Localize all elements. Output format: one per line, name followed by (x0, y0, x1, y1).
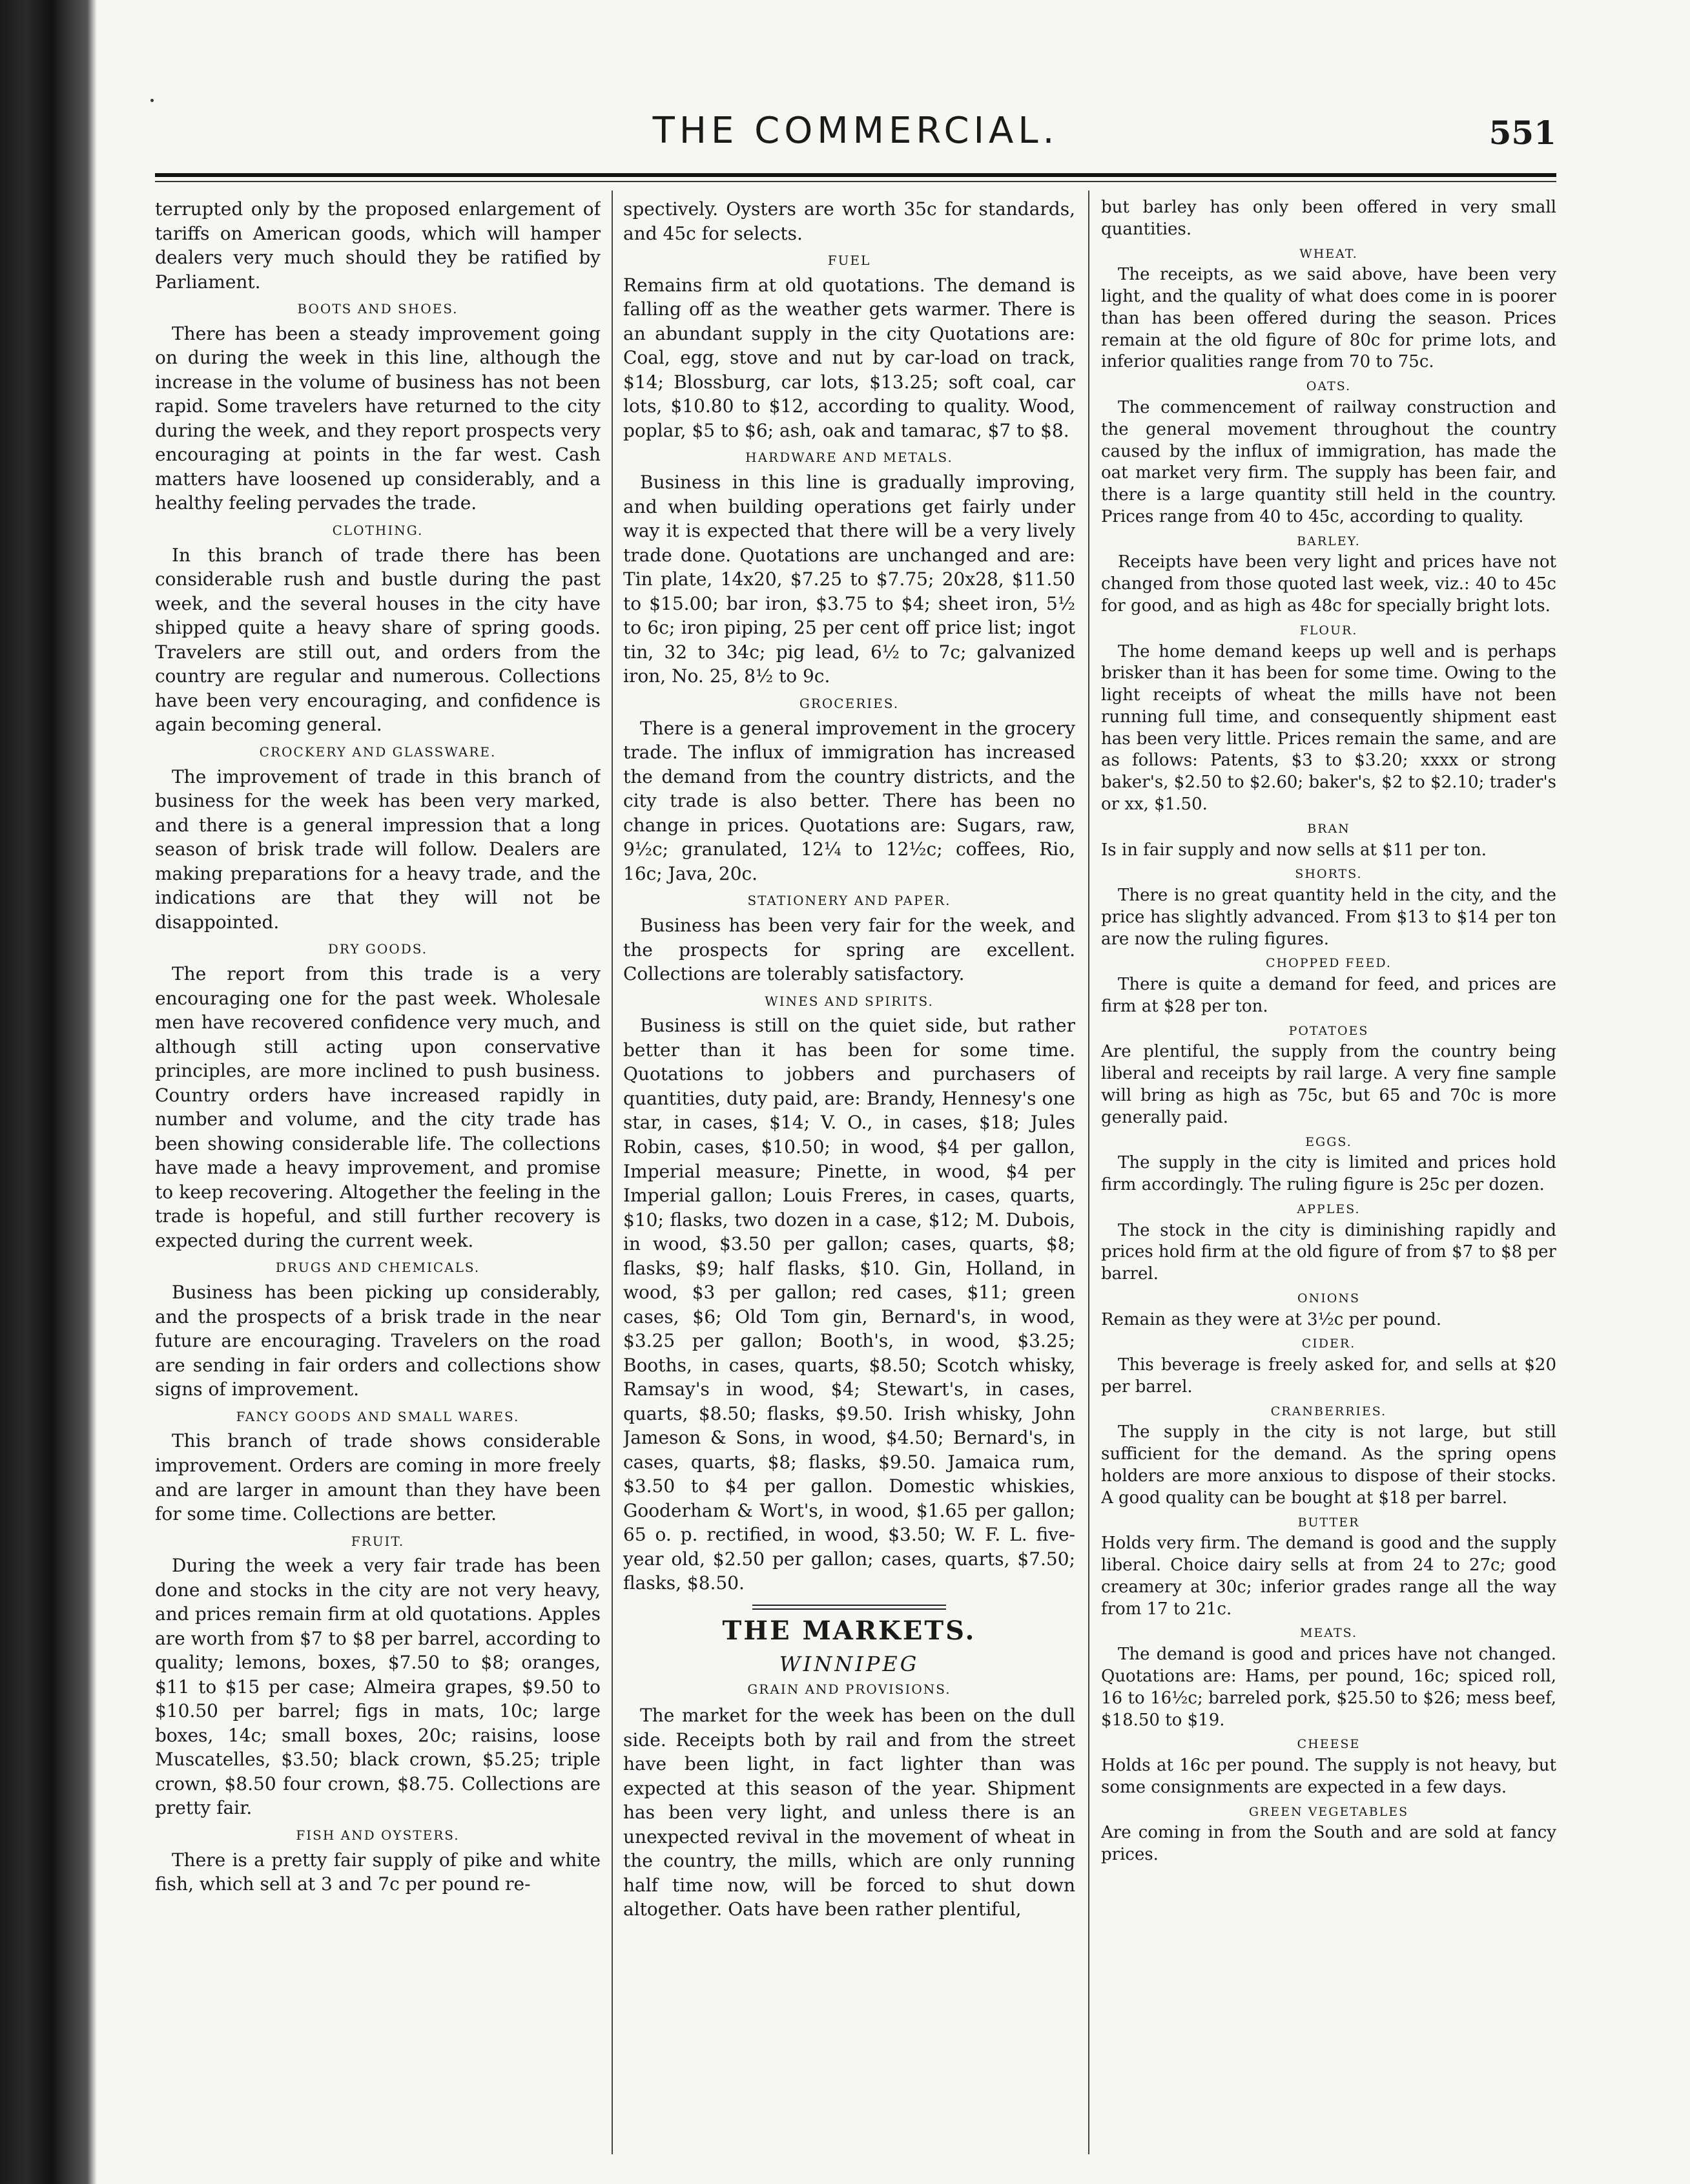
section-text-chopped-feed: There is quite a demand for feed, and prices are firm at $28 per ton. (1101, 975, 1556, 1016)
markets-banner (623, 1605, 1075, 1698)
section-heading-onions: ONIONS (1297, 1291, 1360, 1305)
publication-title: THE COMMERCIAL. (652, 110, 1059, 152)
section-text-butter: Holds very firm. The demand is good and the supply liberal. Choice dairy sells at from 24 to 27c; good creamery at 30c; inferior grades range all the way from 17 to 21c. (1101, 1534, 1556, 1619)
column-divider-1 (612, 191, 613, 2154)
margin-dot (150, 99, 154, 102)
column-1 (155, 197, 601, 2154)
section-heading-wheat: WHEAT. (1299, 246, 1358, 261)
section-text-bran: Is in fair supply and now sells at $11 per ton. (1101, 840, 1487, 860)
section-heading-crockery: CROCKERY AND GLASSWARE. (259, 744, 497, 760)
section-text-barley: Receipts have been very light and prices have not changed from those quoted last week, viz.: 40 to 45c for good, and as high as 48c for specially bright lots. (1101, 552, 1556, 616)
section-heading-green-vegetables: GREEN VEGETABLES (1248, 1804, 1409, 1819)
section-text-clothing: In this branch of trade there has been considerable rush and bustle during the past week, and the several houses in the city have shipped quite a heavy share of spring goods. Travelers are still out, and orders from the country are regular and numerous. Collections have been very encouraging, and confidence is again becoming general. (155, 544, 601, 736)
section-heading-groceries: GROCERIES. (799, 695, 900, 711)
section-text-onions: Remain as they were at 3½c per pound. (1101, 1309, 1442, 1329)
header-rule-thick (155, 173, 1556, 177)
section-heading-butter: BUTTER (1297, 1515, 1360, 1530)
section-heading-flour: FLOUR. (1299, 623, 1358, 638)
section-text-meats: The demand is good and prices have not changed. Quotations are: Hams, per pound, 16c; spiced roll, 16 to 16½c; barreled pork, $25.50 to $26; mess beef, $18.50 to $19. (1101, 1645, 1556, 1730)
section-text-stationery: Business has been very fair for the week, and the prospects for spring are excellent. Collections are tolerably satisfactory. (623, 915, 1075, 985)
markets-title: THE MARKETS. (722, 1615, 976, 1646)
section-text-hardware: Business in this line is gradually improving, and when building operations get fairly under way it is expected that there will be a very lively trade done. Quotations are unchanged and are: Tin plate, 14x20, $7.25 to $7.75; 20x28, $11.50 to $15.00; bar iron, $3.75 to $4; sheet iron, 5½ to 6c; iron piping, 25 per cent off price list; ingot tin, 32 to 34c; pig lead, 6½ to 7c; galvanized iron, No. 25, 8½ to 9c. (623, 472, 1075, 687)
section-text-flour: The home demand keeps up well and is perhaps brisker than it has been for some time. Owing to the light receipts of wheat the mills have not been running full time, and consequently shipment east has been very little. Prices remain the same, and are as follows: Patents, $3 to $3.20; xxxx or strong baker's, $2.50 to $2.60; baker's, $2 to $2.10; trader's or xx, $1.50. (1101, 641, 1556, 815)
article-continuation: terrupted only by the proposed enlargement of tariffs on American goods, which will hamper dealers very much should they be ratified by Parliament. (155, 198, 601, 293)
section-text-dry-goods: The report from this trade is a very encouraging one for the past week. Wholesale men have recovered confidence very much, and although still acting upon conservative principles, are more inclined to push business. Country orders have increased rapidly in number and volume, and the city trade has been showing considerable life. The collections have made a heavy improvement, and promise to keep recovering. Altogether the feeling in the trade is hopeful, and still further recovery is expected during the current week. (155, 963, 601, 1251)
section-text-shorts: There is no great quantity held in the city, and the price has slightly advanced. From $13 to $14 per ton are now the ruling figures. (1101, 886, 1556, 949)
section-heading-barley: BARLEY. (1297, 534, 1361, 548)
section-heading-cheese: CHEESE (1297, 1737, 1361, 1752)
section-heading-drugs: DRUGS AND CHEMICALS. (275, 1260, 480, 1276)
section-text-fruit: During the week a very fair trade has been done and stocks in the city are not very heavy, and prices remain firm at old quotations. Apples are worth from $7 to $8 per barrel, according to quality; lemons, boxes, $7.50 to $8; oranges, $11 to $15 per case; Almeira grapes, $9.50 to $10.50 per barrel; figs in mats, 10c; large boxes, 14c; small boxes, 20c; raisins, loose Muscatelles, $3.50; black crown, $5.25; triple crown, $8.50 four crown, $8.75. Collections are pretty fair. (155, 1555, 601, 1819)
ornament-rule (752, 1605, 946, 1610)
section-text-eggs: The supply in the city is limited and prices hold firm accordingly. The ruling figure is 25c per dozen. (1101, 1153, 1556, 1195)
section-heading-wines: WINES AND SPIRITS. (765, 993, 934, 1009)
page-binding-shadow (0, 0, 97, 2184)
section-heading-bran: BRAN (1307, 821, 1350, 836)
markets-city: WINNIPEG (779, 1652, 920, 1677)
section-heading-clothing: CLOTHING. (332, 522, 424, 538)
section-heading-cranberries: CRANBERRIES. (1270, 1404, 1387, 1419)
header-rule-thin (155, 181, 1556, 182)
section-text-oats: The commencement of railway construction and the general movement throughout the country caused by the influx of immigration, has made the oat market very firm. The supply has been fair, and there is a large quantity still held in the country. Prices range from 40 to 45c, according to quality. (1101, 397, 1556, 526)
column-3 (1101, 197, 1556, 2154)
section-text-fuel: Remains firm at old quotations. The demand is falling off as the weather gets warmer. There is an abundant supply in the city Quotations are: Coal, egg, stove and nut by car-load on track, $14; Blossburg, car lots, $13.25; soft coal, car lots, $10.80 to $12, according to quality. Wood, poplar, $5 to $6; ash, oak and tamarac, $7 to $8. (623, 274, 1075, 441)
section-heading-hardware: HARDWARE AND METALS. (745, 450, 953, 466)
section-heading-meats: MEATS. (1299, 1626, 1358, 1641)
section-heading-potatoes: POTATOES (1288, 1023, 1369, 1038)
section-heading-boots-shoes: BOOTS AND SHOES. (297, 301, 459, 317)
section-text-wines: Business is still on the quiet side, but rather better than it has been for some time. Quotations to jobbers and purchasers of quantities, duty paid, are: Brandy, Hennesy's one star, in cases, $14; V. O., in cases, $18; Jules Robin, cases, $10.50; in wood, $4 per gallon, Imperial measure; Pinette, in wood, $4 per Imperial gallon; Louis Freres, in cases, quarts, $10; flasks, two dozen in a case, $12; M. Dubois, in wood, $3.50 per gallon; cases, quarts, $8; flasks, $9; half flasks, $10. Gin, Holland, in wood, $3 per gallon; red cases, $11; green cases, $6; Old Tom gin, Bernard's, in wood, $3.25 per gallon; Booth's, in wood, $3.25; Booths, in cases, quarts, $8.50; Scotch whisky, Ramsay's in wood, $4; Stewart's, in cases, quarts, $8.50; flasks, $9.50. Irish whisky, John Jameson & Sons, in wood, $4.50; Bernard's, in cases, quarts, $8; flasks, $9.50. Jamaica rum, $3.50 to $4 per gallon. Domestic whiskies, Gooderham & Wort's, in wood, $1.65 per gallon; 65 o. p. rectified, in wood, $3.50; W. F. L. five-year old, $2.50 per gallon; cases, quarts, $7.50; flasks, $8.50. (623, 1015, 1075, 1594)
article-continuation: but barley has only been offered in very small quantities. (1101, 198, 1556, 239)
section-text-fancy-goods: This branch of trade shows considerable improvement. Orders are coming in more freely and are larger in amount than they have been for some time. Collections are better. (155, 1430, 601, 1525)
article-continuation: spectively. Oysters are worth 35c for standards, and 45c for selects. (623, 198, 1075, 244)
section-heading-fuel: FUEL (827, 253, 871, 269)
section-heading-fancy-goods: FANCY GOODS AND SMALL WARES. (236, 1408, 520, 1424)
section-heading-oats: OATS. (1306, 379, 1352, 394)
section-text-potatoes: Are plentiful, the supply from the country being liberal and receipts by rail large. A very fine sample will bring as high as 75c, but 65 and 70c is more generally paid. (1101, 1042, 1556, 1127)
section-text-wheat: The receipts, as we said above, have been very light, and the quality of what does come in is poorer than has been offered during the season. Prices remain at the old figure of 80c for prime lots, and inferior qualities range from 70 to 75c. (1101, 265, 1556, 372)
section-text-groceries: There is a general improvement in the grocery trade. The influx of immigration has increased the demand from the country districts, and the city trade is also better. There has been no change in prices. Quotations are: Sugars, raw, 9½c; granulated, 12¼ to 12½c; coffees, Rio, 16c; Java, 20c. (623, 717, 1075, 884)
section-heading-cider: CIDER. (1301, 1336, 1356, 1351)
column-2 (623, 197, 1075, 2154)
section-heading-dry-goods: DRY GOODS. (327, 941, 428, 957)
section-text-cider: This beverage is freely asked for, and sells at $20 per barrel. (1101, 1355, 1556, 1397)
section-text-cheese: Holds at 16c per pound. The supply is not heavy, but some consignments are expected in a few days. (1101, 1756, 1556, 1797)
section-heading-shorts: SHORTS. (1295, 867, 1363, 882)
section-text-drugs: Business has been picking up considerably, and the prospects of a brisk trade in the near future are encouraging. Travelers on the road are sending in fair orders and collections show signs of improvement. (155, 1282, 601, 1400)
section-text-fish-oysters: There is a pretty fair supply of pike and white fish, which sell at 3 and 7c per pound re- (155, 1849, 601, 1895)
page-number: 551 (1489, 114, 1556, 152)
section-text-crockery: The improvement of trade in this branch of business for the week has been very marked, and there is a general impression that a long season of brisk trade will follow. Dealers are making preparations for a heavy trade, and the indications are that they will not be disappointed. (155, 765, 601, 933)
section-heading-chopped-feed: CHOPPED FEED. (1266, 956, 1392, 971)
section-text-cranberries: The supply in the city is not large, but still sufficient for the demand. As the spring opens holders are more anxious to dispose of their stocks. A good quality can be bought at $18 per barrel. (1101, 1422, 1556, 1508)
section-text-green-vegetables: Are coming in from the South and are sold at fancy prices. (1101, 1823, 1556, 1865)
markets-subheading: GRAIN AND PROVISIONS. (747, 1681, 951, 1698)
section-heading-fruit: FRUIT. (351, 1533, 405, 1549)
section-text-boots-shoes: There has been a steady improvement going on during the week in this line, although the increase in the volume of business has not been rapid. Some travelers have returned to the city during the week, and they report prospects very encouraging at points in the far west. Cash matters have loosened up considerably, and a healthy feeling pervades the trade. (155, 322, 601, 514)
section-heading-apples: APPLES. (1297, 1201, 1361, 1216)
section-text-apples: The stock in the city is diminishing rapidly and prices hold firm at the old figure of from $7 to $8 per barrel. (1101, 1220, 1556, 1284)
section-heading-eggs: EGGS. (1305, 1134, 1352, 1149)
section-text-markets: The market for the week has been on the dull side. Receipts both by rail and from the street have been light, in fact lighter than was expected at this season of the year. Shipment has been very light, and unless there is an unexpected revival in the movement of wheat in the country, the mills, which are only running half time now, will be forced to shut down altogether. Oats have been rather plentiful, (623, 1705, 1075, 1920)
column-divider-2 (1088, 191, 1089, 2154)
section-heading-stationery: STATIONERY AND PAPER. (747, 893, 951, 909)
page-header (155, 110, 1556, 161)
section-heading-fish-oysters: FISH AND OYSTERS. (296, 1827, 460, 1843)
